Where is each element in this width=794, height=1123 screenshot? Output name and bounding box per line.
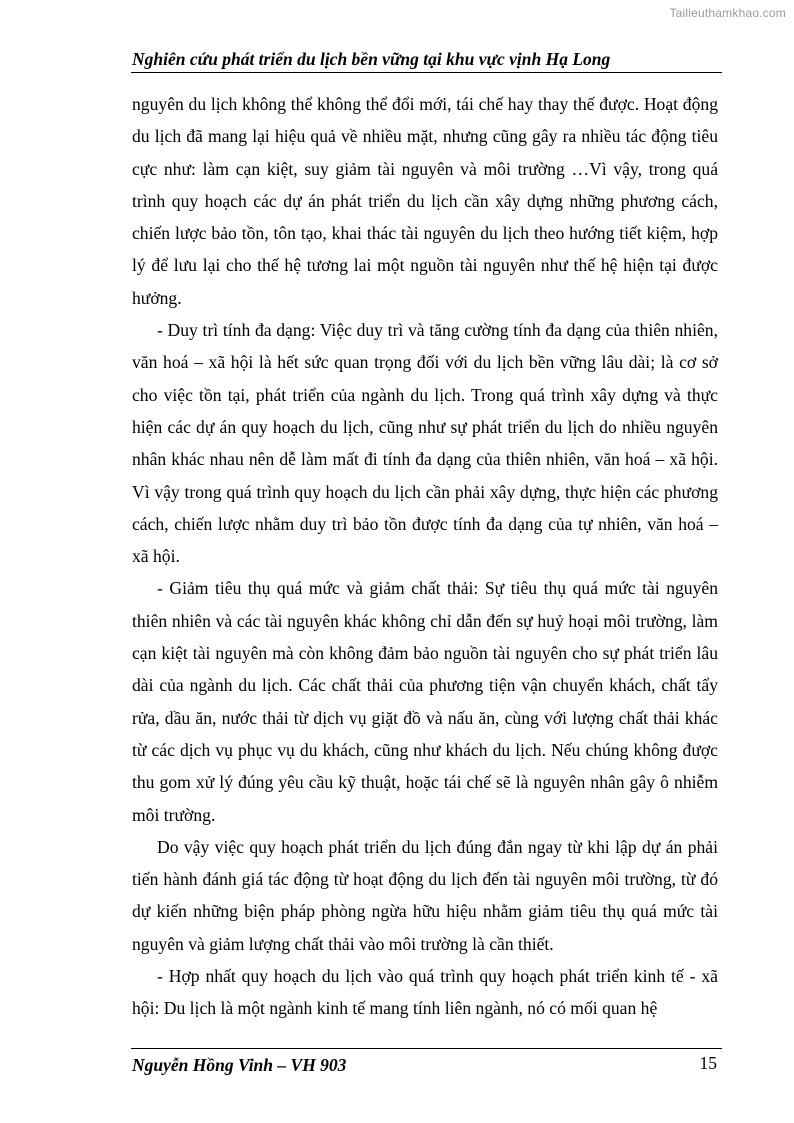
footer-divider	[131, 1048, 722, 1049]
footer-author: Nguyễn Hồng Vinh – VH 903	[132, 1055, 347, 1075]
header-divider	[131, 72, 722, 73]
paragraph-5: - Hợp nhất quy hoạch du lịch vào quá trình quy hoạch phát triển kinh tế - xã hội: Du lịch là một ngành kinh tế mang tính liên ngành, nó có mối quan hệ	[132, 966, 718, 1019]
paragraph-1: nguyên du lịch không thể không thể đổi mới, tái chế hay thay thế được. Hoạt động du lịch đã mang lại hiệu quả về nhiều mặt, nhưng cũng gây ra nhiều tác động tiêu cực như: làm cạn kiệt, suy giảm tài nguyên và môi trường …Vì vậy, trong quá trình quy hoạch các dự án phát triển du lịch cần xây dựng những phương cách, chiến lược bảo tồn, tôn tạo, khai thác tài nguyên du lịch theo hướng tiết kiệm, hợp lý để lưu lại cho thế hệ tương lai một nguồn tài nguyên như thế hệ hiện tại được hưởng.	[132, 94, 718, 308]
paragraph-4: Do vậy việc quy hoạch phát triển du lịch đúng đắn ngay từ khi lập dự án phải tiến hành đánh giá tác động từ hoạt động du lịch đến tài nguyên môi trường, từ đó dự kiến những biện pháp phòng ngừa hữu hiệu nhằm giảm tiêu thụ quá mức tài nguyên và giảm lượng chất thải vào môi trường là cần thiết.	[132, 836, 718, 954]
document-body	[132, 88, 718, 1025]
paragraph-2: - Duy trì tính đa dạng: Việc duy trì và tăng cường tính đa dạng của thiên nhiên, văn hoá – xã hội là hết sức quan trọng đối với du lịch bền vững lâu dài; là cơ sở cho việc tồn tại, phát triển của ngành du lịch. Trong quá trình xây dựng và thực hiện các dự án quy hoạch du lịch, cũng như sự phát triển du lịch do nhiều nguyên nhân khác nhau nên dễ làm mất đi tính đa dạng của thiên nhiên, văn hoá – xã hội. Vì vậy trong quá trình quy hoạch du lịch cần phải xây dựng, thực hiện các phương cách, chiến lược nhằm duy trì bảo tồn được tính đa dạng của tự nhiên, văn hoá – xã hội.	[132, 320, 718, 567]
running-header-title: Nghiên cứu phát triển du lịch bền vững tại khu vực vịnh Hạ Long	[132, 49, 611, 69]
watermark: Tailieuthamkhao.com	[669, 6, 786, 20]
page-number: 15	[699, 1053, 717, 1073]
paragraph-3: - Giảm tiêu thụ quá mức và giảm chất thải: Sự tiêu thụ quá mức tài nguyên thiên nhiên và các tài nguyên khác không chỉ dẫn đến sự huỷ hoại môi trường, làm cạn kiệt tài nguyên mà còn không đảm bảo nguồn tài nguyên cho sự phát triển lâu dài của ngành du lịch. Các chất thải của phương tiện vận chuyển khách, chất tẩy rửa, dầu ăn, nước thải từ dịch vụ giặt đồ và nấu ăn, cùng với lượng chất thải khác từ các dịch vụ phục vụ du khách, cũng như khách du lịch. Nếu chúng không được thu gom xử lý đúng yêu cầu kỹ thuật, hoặc tái chế sẽ là nguyên nhân gây ô nhiễm môi trường.	[132, 578, 718, 825]
